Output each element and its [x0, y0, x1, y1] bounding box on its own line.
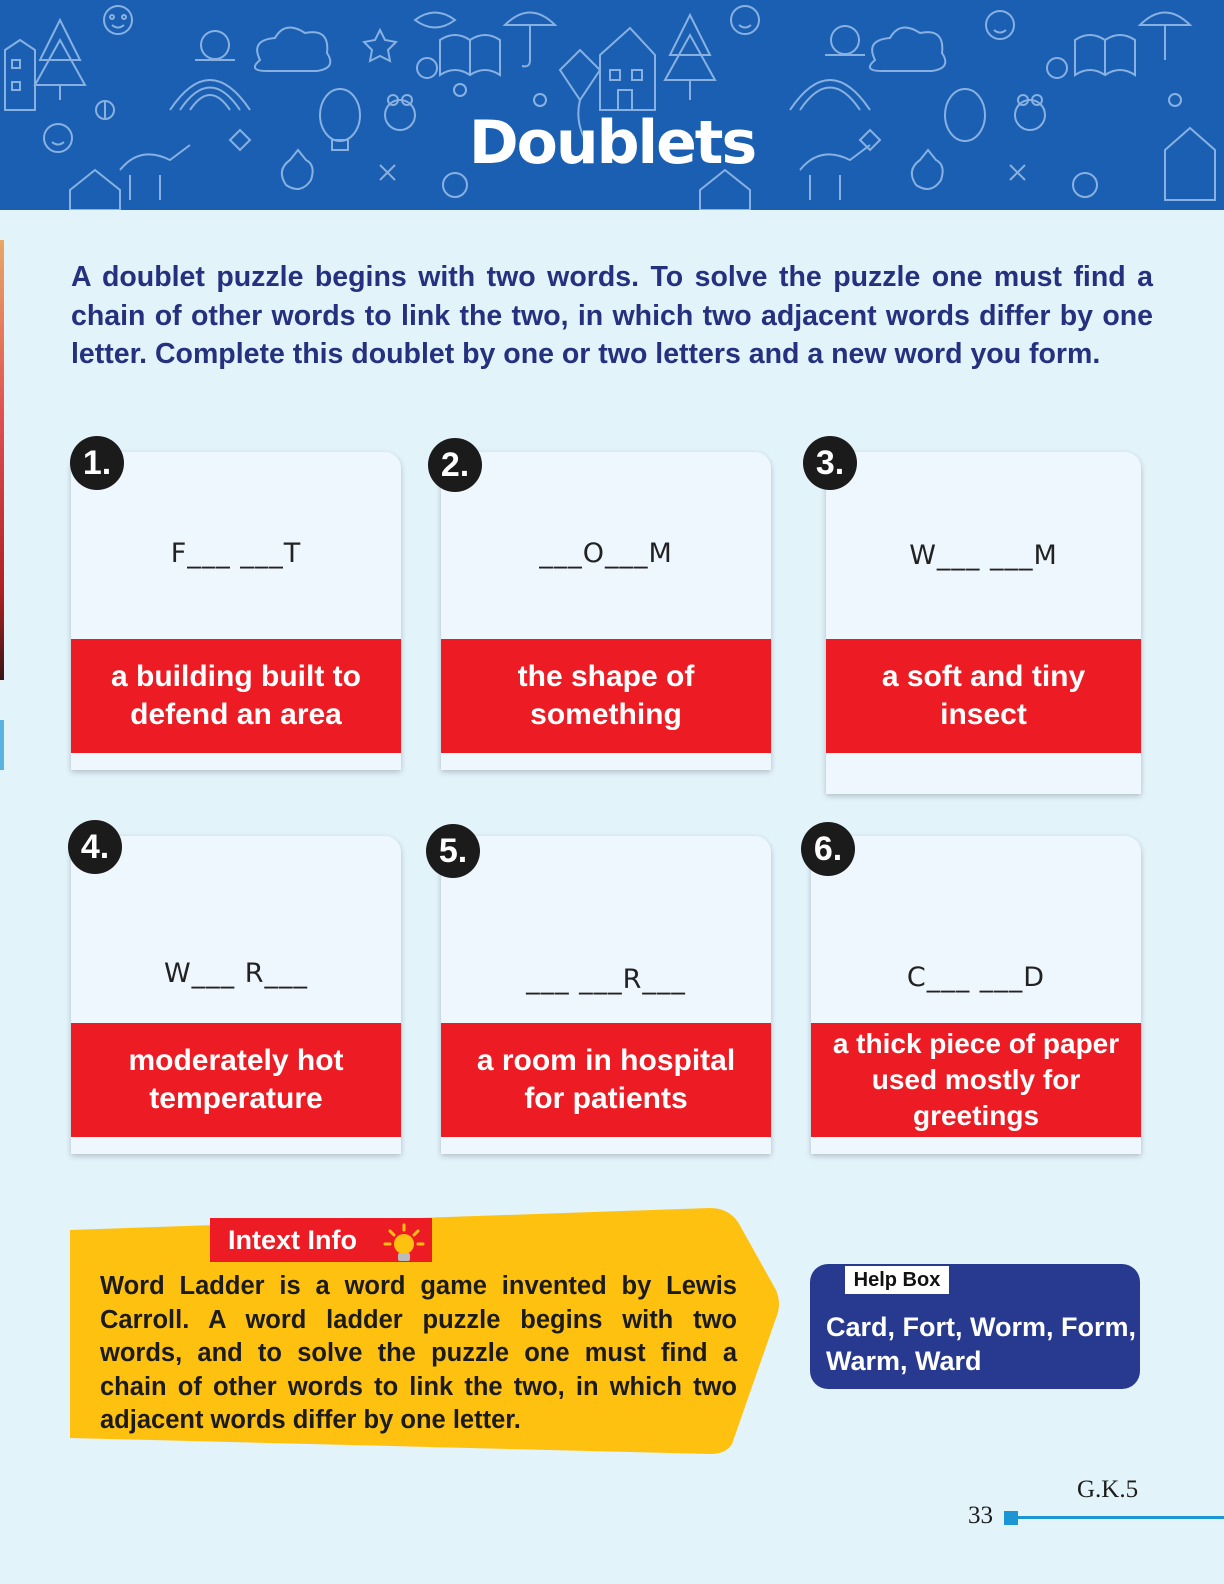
page-title: Doublets [468, 108, 756, 178]
book-label: G.K.5 [1077, 1476, 1139, 1503]
page-number: 33 [968, 1502, 993, 1529]
clue-box: a room in hospital for patients [441, 1023, 771, 1137]
title-banner [0, 0, 1224, 210]
doublet-card-4 [71, 836, 401, 1154]
clue-box: the shape of something [441, 639, 771, 753]
help-box-label: Help Box [845, 1266, 949, 1294]
clue-box: a soft and tiny insect [826, 639, 1141, 753]
word-pattern: F___ ___T [170, 538, 302, 569]
help-box-words: Card, Fort, Worm, Form, Warm, Ward [826, 1312, 1137, 1376]
left-edge-strip-blue [0, 720, 4, 770]
card-number-badge: 1. [70, 436, 124, 490]
clue-box: a thick piece of paper used mostly for greetings [811, 1023, 1141, 1137]
lightbulb-icon [382, 1222, 426, 1268]
card-number-badge: 3. [803, 436, 857, 490]
doodle-pattern [0, 0, 1224, 210]
card-number-badge: 5. [426, 824, 480, 878]
word-pattern: ___O___M [539, 538, 673, 569]
card-number-badge: 4. [68, 820, 122, 874]
clue-box: moderately hot temperature [71, 1023, 401, 1137]
doublet-card-5 [441, 836, 771, 1154]
intext-info-label: Intext Info [210, 1218, 432, 1262]
clue-box: a building built to defend an area [71, 639, 401, 753]
intro-paragraph: A doublet puzzle begins with two words. To solve the puzzle one must find a chain of other words to link the two, in which two adjacent words differ by one letter. Complete this doublet by one or two letters and a new word you form. [71, 261, 1153, 370]
word-pattern: W___ ___M [909, 540, 1058, 571]
doublet-card-6 [811, 836, 1141, 1154]
page-marker-line [1018, 1516, 1224, 1519]
card-number-badge: 6. [801, 822, 855, 876]
card-number-badge: 2. [428, 438, 482, 492]
doublet-card-2 [441, 452, 771, 770]
doublet-card-3 [826, 452, 1141, 794]
page-marker-square [1004, 1511, 1018, 1525]
word-pattern: ___ ___R___ [526, 964, 686, 995]
word-pattern: C___ ___D [906, 962, 1046, 993]
left-edge-strip [0, 240, 4, 680]
doublet-card-1 [71, 452, 401, 770]
word-pattern: W___ R___ [163, 958, 309, 989]
intext-info-text: Word Ladder is a word game invented by Lewis Carroll. A word ladder puzzle begins with two words, and to solve the puzzle one must find a chain of other words to link the two, in which two adjacent words differ by one letter. [100, 1272, 737, 1434]
